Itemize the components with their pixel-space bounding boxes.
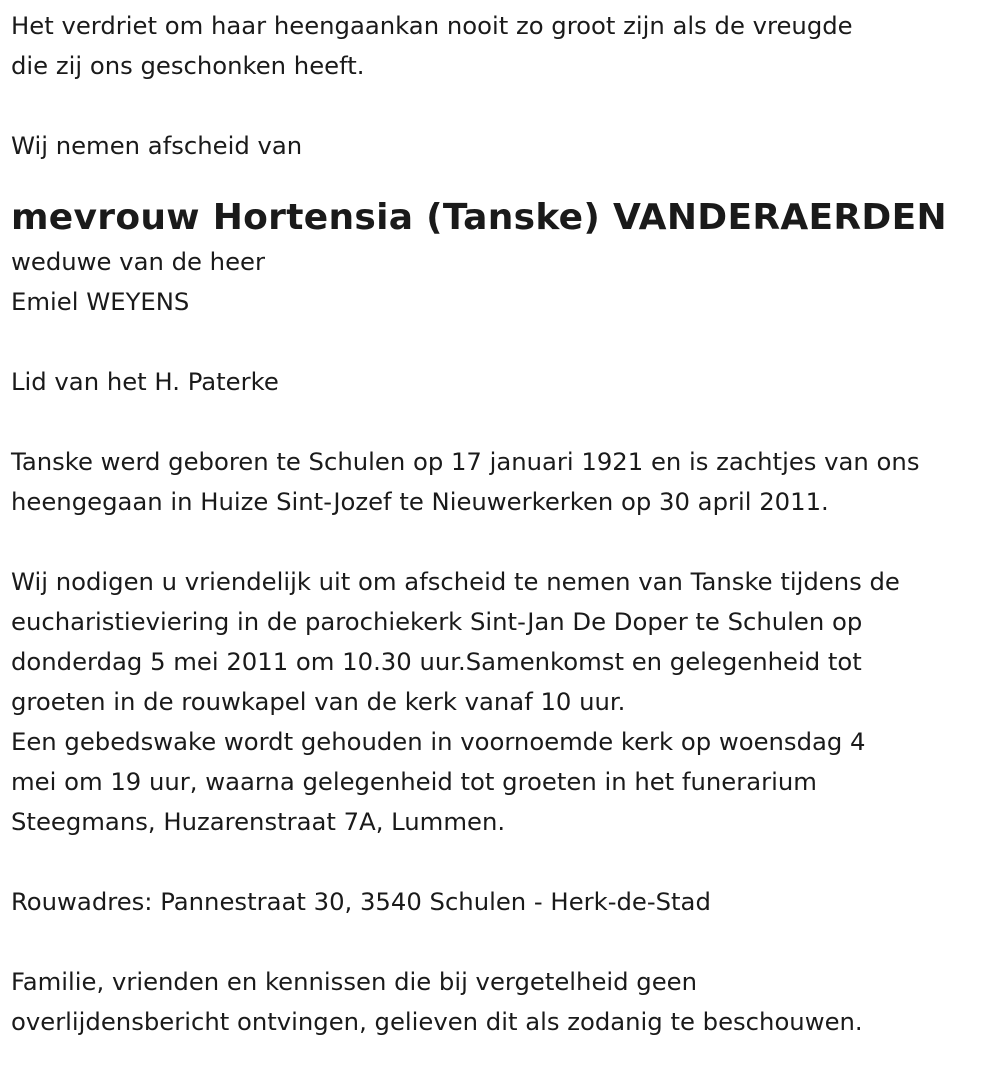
invitation-line: eucharistieviering in de parochiekerk Sint-Jan De Doper te Schulen op (11, 607, 863, 636)
birth-line: Tanske werd geboren te Schulen op 17 januari 1921 en is zachtjes van ons (11, 447, 920, 476)
opening-quote (11, 6, 996, 86)
death-line: heengegaan in Huize Sint-Jozef te Nieuwerkerken op 30 april 2011. (11, 487, 829, 516)
family-note-line: Familie, vrienden en kennissen die bij vergetelheid geen (11, 967, 698, 996)
membership-paragraph (11, 362, 996, 402)
birth-death-paragraph (11, 442, 996, 522)
invitation-line: Wij nodigen u vriendelijk uit om afscheid te nemen van Tanske tijdens de (11, 567, 900, 596)
deceased-name-block (11, 194, 996, 242)
widow-line: weduwe van de heer (11, 247, 265, 276)
spouse-name: Emiel WEYENS (11, 287, 190, 316)
mourning-address-paragraph (11, 882, 996, 922)
quote-line: die zij ons geschonken heeft. (11, 51, 365, 80)
vigil-line: Een gebedswake wordt gehouden in voornoemde kerk op woensdag 4 (11, 727, 866, 756)
invitation-line: groeten in de rouwkapel van de kerk vanaf 10 uur. (11, 687, 626, 716)
quote-line: Het verdriet om haar heengaankan nooit zo groot zijn als de vreugde (11, 11, 853, 40)
invitation-line: donderdag 5 mei 2011 om 10.30 uur.Samenkomst en gelegenheid tot (11, 647, 862, 676)
widow-of-block (11, 242, 996, 322)
mourning-address: Rouwadres: Pannestraat 30, 3540 Schulen - Herk-de-Stad (11, 887, 711, 916)
deceased-name: mevrouw Hortensia (Tanske) VANDERAERDEN (11, 197, 947, 238)
family-note-paragraph (11, 962, 996, 1042)
death-notice (11, 0, 996, 1042)
invitation-paragraph (11, 562, 996, 842)
membership-text: Lid van het H. Paterke (11, 367, 279, 396)
intro-text: Wij nemen afscheid van (11, 131, 303, 160)
family-note-line: overlijdensbericht ontvingen, gelieven dit als zodanig te beschouwen. (11, 1007, 863, 1036)
vigil-line: mei om 19 uur, waarna gelegenheid tot groeten in het funerarium (11, 767, 817, 796)
vigil-line: Steegmans, Huzarenstraat 7A, Lummen. (11, 807, 506, 836)
intro-paragraph (11, 126, 996, 166)
